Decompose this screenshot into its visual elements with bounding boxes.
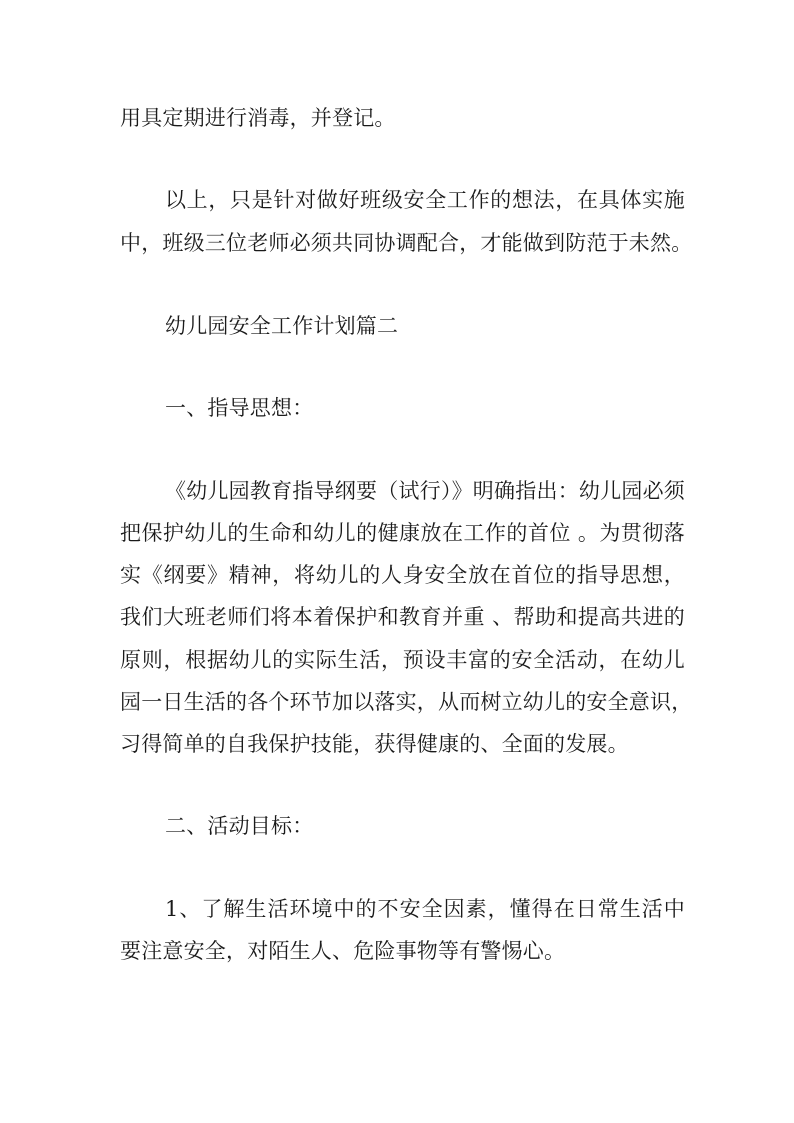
paragraph-line: 实《纲要》精神，将幼儿的人身安全放在首位的指导思想， (120, 563, 685, 587)
paragraph-line: 中，班级三位老师必须共同协调配合，才能做到防范于未然。 (120, 231, 693, 255)
paragraph-line: 用具定期进行消毒，并登记。 (120, 106, 396, 130)
paragraph-line: 园一日生活的各个环节加以落实，从而树立幼儿的安全意识， (120, 690, 693, 714)
paragraph-line: 以上，只是针对做好班级安全工作的想法，在具体实施 (165, 188, 685, 212)
section-heading: 二、活动目标： (165, 814, 314, 838)
paragraph-line: 要注意安全，对陌生人、危险事物等有警惕心。 (120, 939, 566, 963)
section-heading: 幼儿园安全工作计划篇二 (165, 314, 399, 338)
section-heading: 一、指导思想： (165, 396, 314, 420)
paragraph-line: 把保护幼儿的生命和幼儿的健康放在工作的首位 。为贯彻落 (120, 521, 685, 545)
paragraph-line: 1、了解生活环境中的不安全因素，懂得在日常生活中 (165, 897, 685, 921)
paragraph-line: 我们大班老师们将本着保护和教育并重 、帮助和提高共进的 (120, 605, 685, 629)
paragraph-line: 习得简单的自我保护技能，获得健康的、全面的发展。 (120, 732, 629, 756)
paragraph-line: 《幼儿园教育指导纲要（试行）》明确指出：幼儿园必须 (165, 479, 685, 503)
paragraph-line: 原则，根据幼儿的实际生活，预设丰富的安全活动，在幼儿 (120, 648, 685, 672)
